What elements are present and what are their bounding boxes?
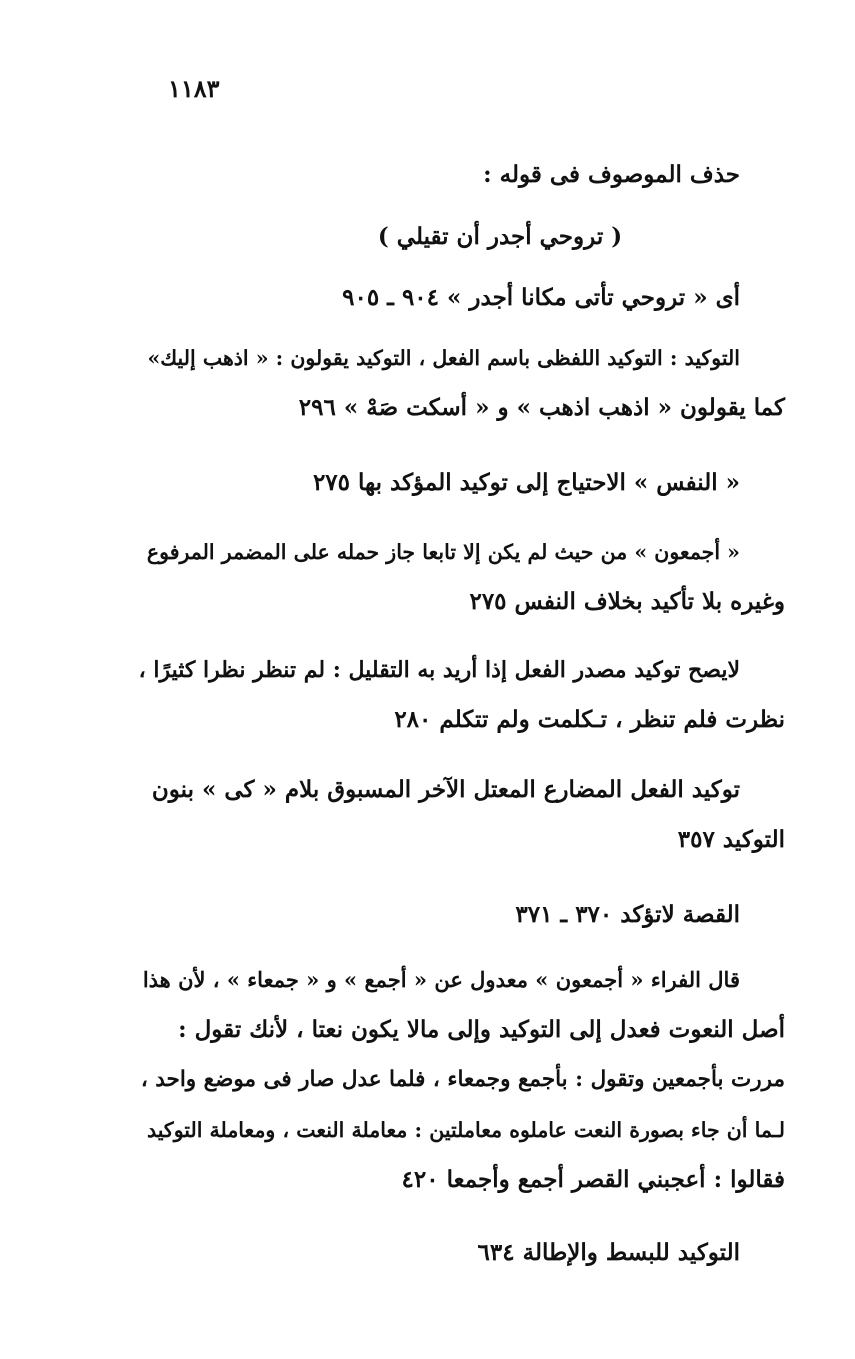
entry-line: أى « تروحي تأتى مكانا أجدر » ٩٠٤ ـ ٩٠٥ [342,284,740,311]
entry-line: نظرت فلم تنظر ، تـكلمت ولم تتكلم ٢٨٠ [394,706,785,733]
entry-line: مررت بأجمعين وتقول : بأجمع وجمعاء ، فلما عدل صار فى موضع واحد ، [140,1067,785,1092]
page-number: ١١٨٣ [168,74,220,103]
entry-hadhf [135,150,785,200]
entry-line: حذف الموصوف فى قوله : [483,161,740,188]
entry-line: كما يقولون « اذهب اذهب » و « أسكت صَهْ » ٢٩٦ [298,394,785,421]
entry-line: التوكيد : التوكيد اللفظى باسم الفعل ، التوكيد يقولون : « اذهب إليك» [147,346,740,370]
entry-line: فقالوا : أعجبني القصر أجمع وأجمعا ٤٢٠ [401,1166,785,1193]
verse-line: ( تروحي أجدر أن تقيلي ) [377,223,623,250]
entry-line: القصة لاتؤكد ٣٧٠ ـ ٣٧١ [515,901,740,928]
entry-nafs [135,458,785,508]
entry-bast [135,1228,785,1278]
entry-mudari [135,765,785,865]
entry-verse [135,212,785,262]
entry-line: « أجمعون » من حيث لم يكن إلا تابعا جاز حمله على المضمر المرفوع [146,540,740,564]
entry-line: توكيد الفعل المضارع المعتل الآخر المسبوق بلام « كى » بنون [151,776,740,803]
entry-qissa [135,890,785,940]
entry-line: وغيره بلا تأكيد بخلاف النفس ٢٧٥ [469,588,785,615]
entry-line: لـما أن جاء بصورة النعت عاملوه معاملتين : معاملة النعت ، ومعاملة التوكيد [146,1118,785,1142]
entry-line: أصل النعوت فعدل إلى التوكيد وإلى مالا يكون نعتا ، لأنك تقول : [178,1016,785,1043]
entry-ajmaun [135,527,785,627]
entry-line: « النفس » الاحتياج إلى توكيد المؤكد بها ٢٧٥ [312,469,740,496]
entry-ay [135,273,785,323]
entry-line: التوكيد ٣٥٧ [677,826,785,853]
entry-line: قال الفراء « أجمعون » معدول عن « أجمع » و « جمعاء » ، لأن هذا [142,967,740,992]
entry-masdar [135,645,785,745]
entry-line: التوكيد للبسط والإطالة ٦٣٤ [477,1239,740,1266]
entry-line: لايصح توكيد مصدر الفعل إذا أريد به التقليل : لم تنظر نظرا كثيرًا ، [138,657,740,683]
entry-lafzi [135,333,785,433]
entry-farra [135,955,785,1205]
